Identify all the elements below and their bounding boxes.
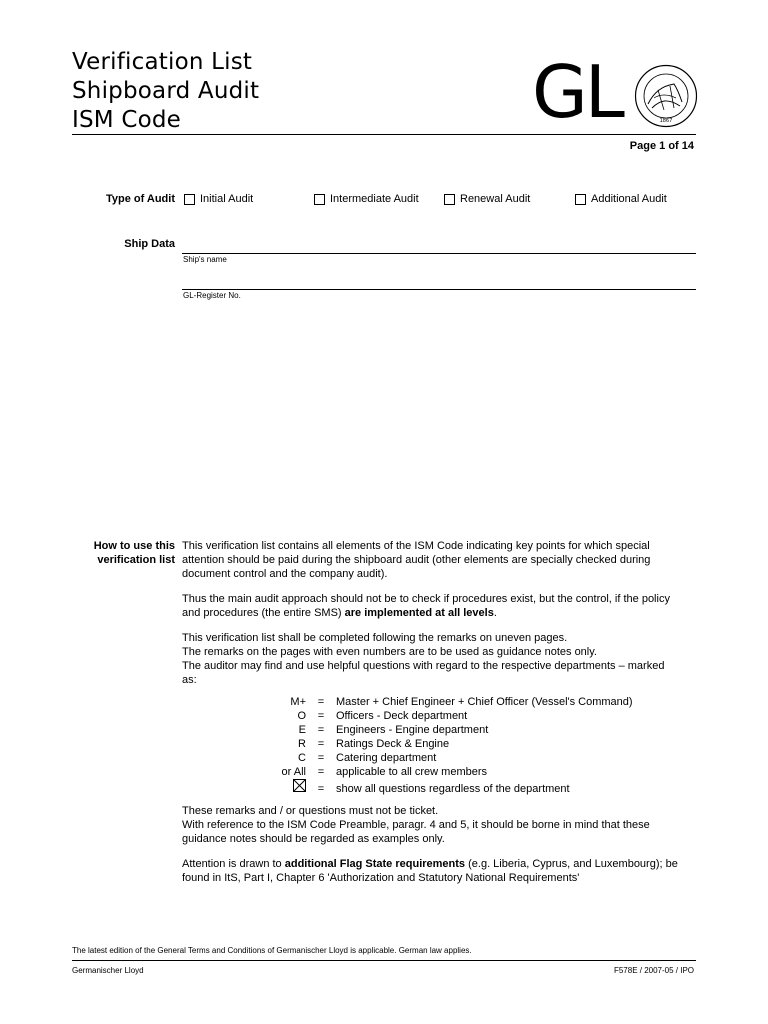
checkbox[interactable] [444, 194, 455, 205]
title-line-3: ISM Code [72, 107, 182, 133]
terms-note: The latest edition of the General Terms and Conditions of Germanischer Lloyd is applicable. German law applies. [72, 946, 472, 955]
footer-rule [72, 960, 696, 961]
legend-row: M+ = Master + Chief Engineer + Chief Officer (Vessel's Command) [290, 696, 633, 708]
gl-register-field-label: GL-Register No. [183, 291, 241, 300]
title-line-2: Shipboard Audit [72, 78, 260, 104]
type-of-audit-label: Type of Audit [105, 193, 175, 205]
page-number: Page 1 of 14 [629, 140, 694, 152]
audit-option-additional[interactable]: Additional Audit [575, 193, 667, 205]
legend-row: C = Catering department [298, 752, 437, 764]
paragraph-flag-state: Attention is drawn to additional Flag State requirements (e.g. Liberia, Cyprus, and Luxembourg); be found in ItS, Part I, Chapter 6 'Authorization and Statutory National Requirements' [182, 858, 678, 884]
seal-year: 1867 [659, 118, 673, 124]
paragraph-remarks: This verification list shall be completed following the remarks on uneven pages. The remarks on the pages with even numbers are to be used as guidance notes only. The auditor may find and use helpful questions with regard to the respective departments – marked as: [182, 632, 665, 686]
document-title [72, 48, 259, 135]
gl-register-line[interactable] [182, 289, 696, 290]
header-rule [72, 134, 696, 135]
audit-option-intermediate[interactable]: Intermediate Audit [314, 193, 419, 205]
legend-row: = show all questions regardless of the department [258, 779, 682, 793]
audit-option-initial[interactable]: Initial Audit [184, 193, 253, 205]
gl-logo-text: GL [532, 50, 622, 134]
ship-name-line[interactable] [182, 253, 696, 254]
crossed-box-icon [293, 779, 306, 792]
legend-row: R = Ratings Deck & Engine [298, 738, 450, 750]
paragraph-notes: These remarks and / or questions must not be ticket. With reference to the ISM Code Preamble, paragr. 4 and 5, it should be borne in mind that these guidance notes should be regarded as examples only. [182, 805, 650, 845]
legend-row: O = Officers - Deck department [297, 710, 468, 722]
gl-seal-logo [634, 64, 698, 128]
audit-option-renewal[interactable]: Renewal Audit [444, 193, 530, 205]
legend-row: E = Engineers - Engine department [298, 724, 489, 736]
checkbox[interactable] [184, 194, 195, 205]
checkbox[interactable] [314, 194, 325, 205]
ship-name-field-label: Ship's name [183, 255, 227, 264]
department-legend [258, 695, 682, 793]
paragraph-approach: Thus the main audit approach should not be to check if procedures exist, but the control, if the policy and procedures (the entire SMS) are implemented at all levels. [182, 593, 670, 619]
how-to-use-label: How to use this verification list [93, 540, 175, 566]
paragraph-intro: This verification list contains all elements of the ISM Code indicating key points for which special attention should be paid during the shipboard audit (other elements are specially checked during document control and the company audit). [182, 540, 651, 580]
legend-row: or All = applicable to all crew members [281, 766, 488, 778]
title-line-1: Verification List [72, 49, 253, 75]
footer-form-number: F578E / 2007-05 / IPO [613, 966, 694, 975]
checkbox[interactable] [575, 194, 586, 205]
footer-company: Germanischer Lloyd [72, 966, 144, 975]
ship-data-label: Ship Data [124, 238, 175, 250]
instructions-body [182, 539, 682, 896]
